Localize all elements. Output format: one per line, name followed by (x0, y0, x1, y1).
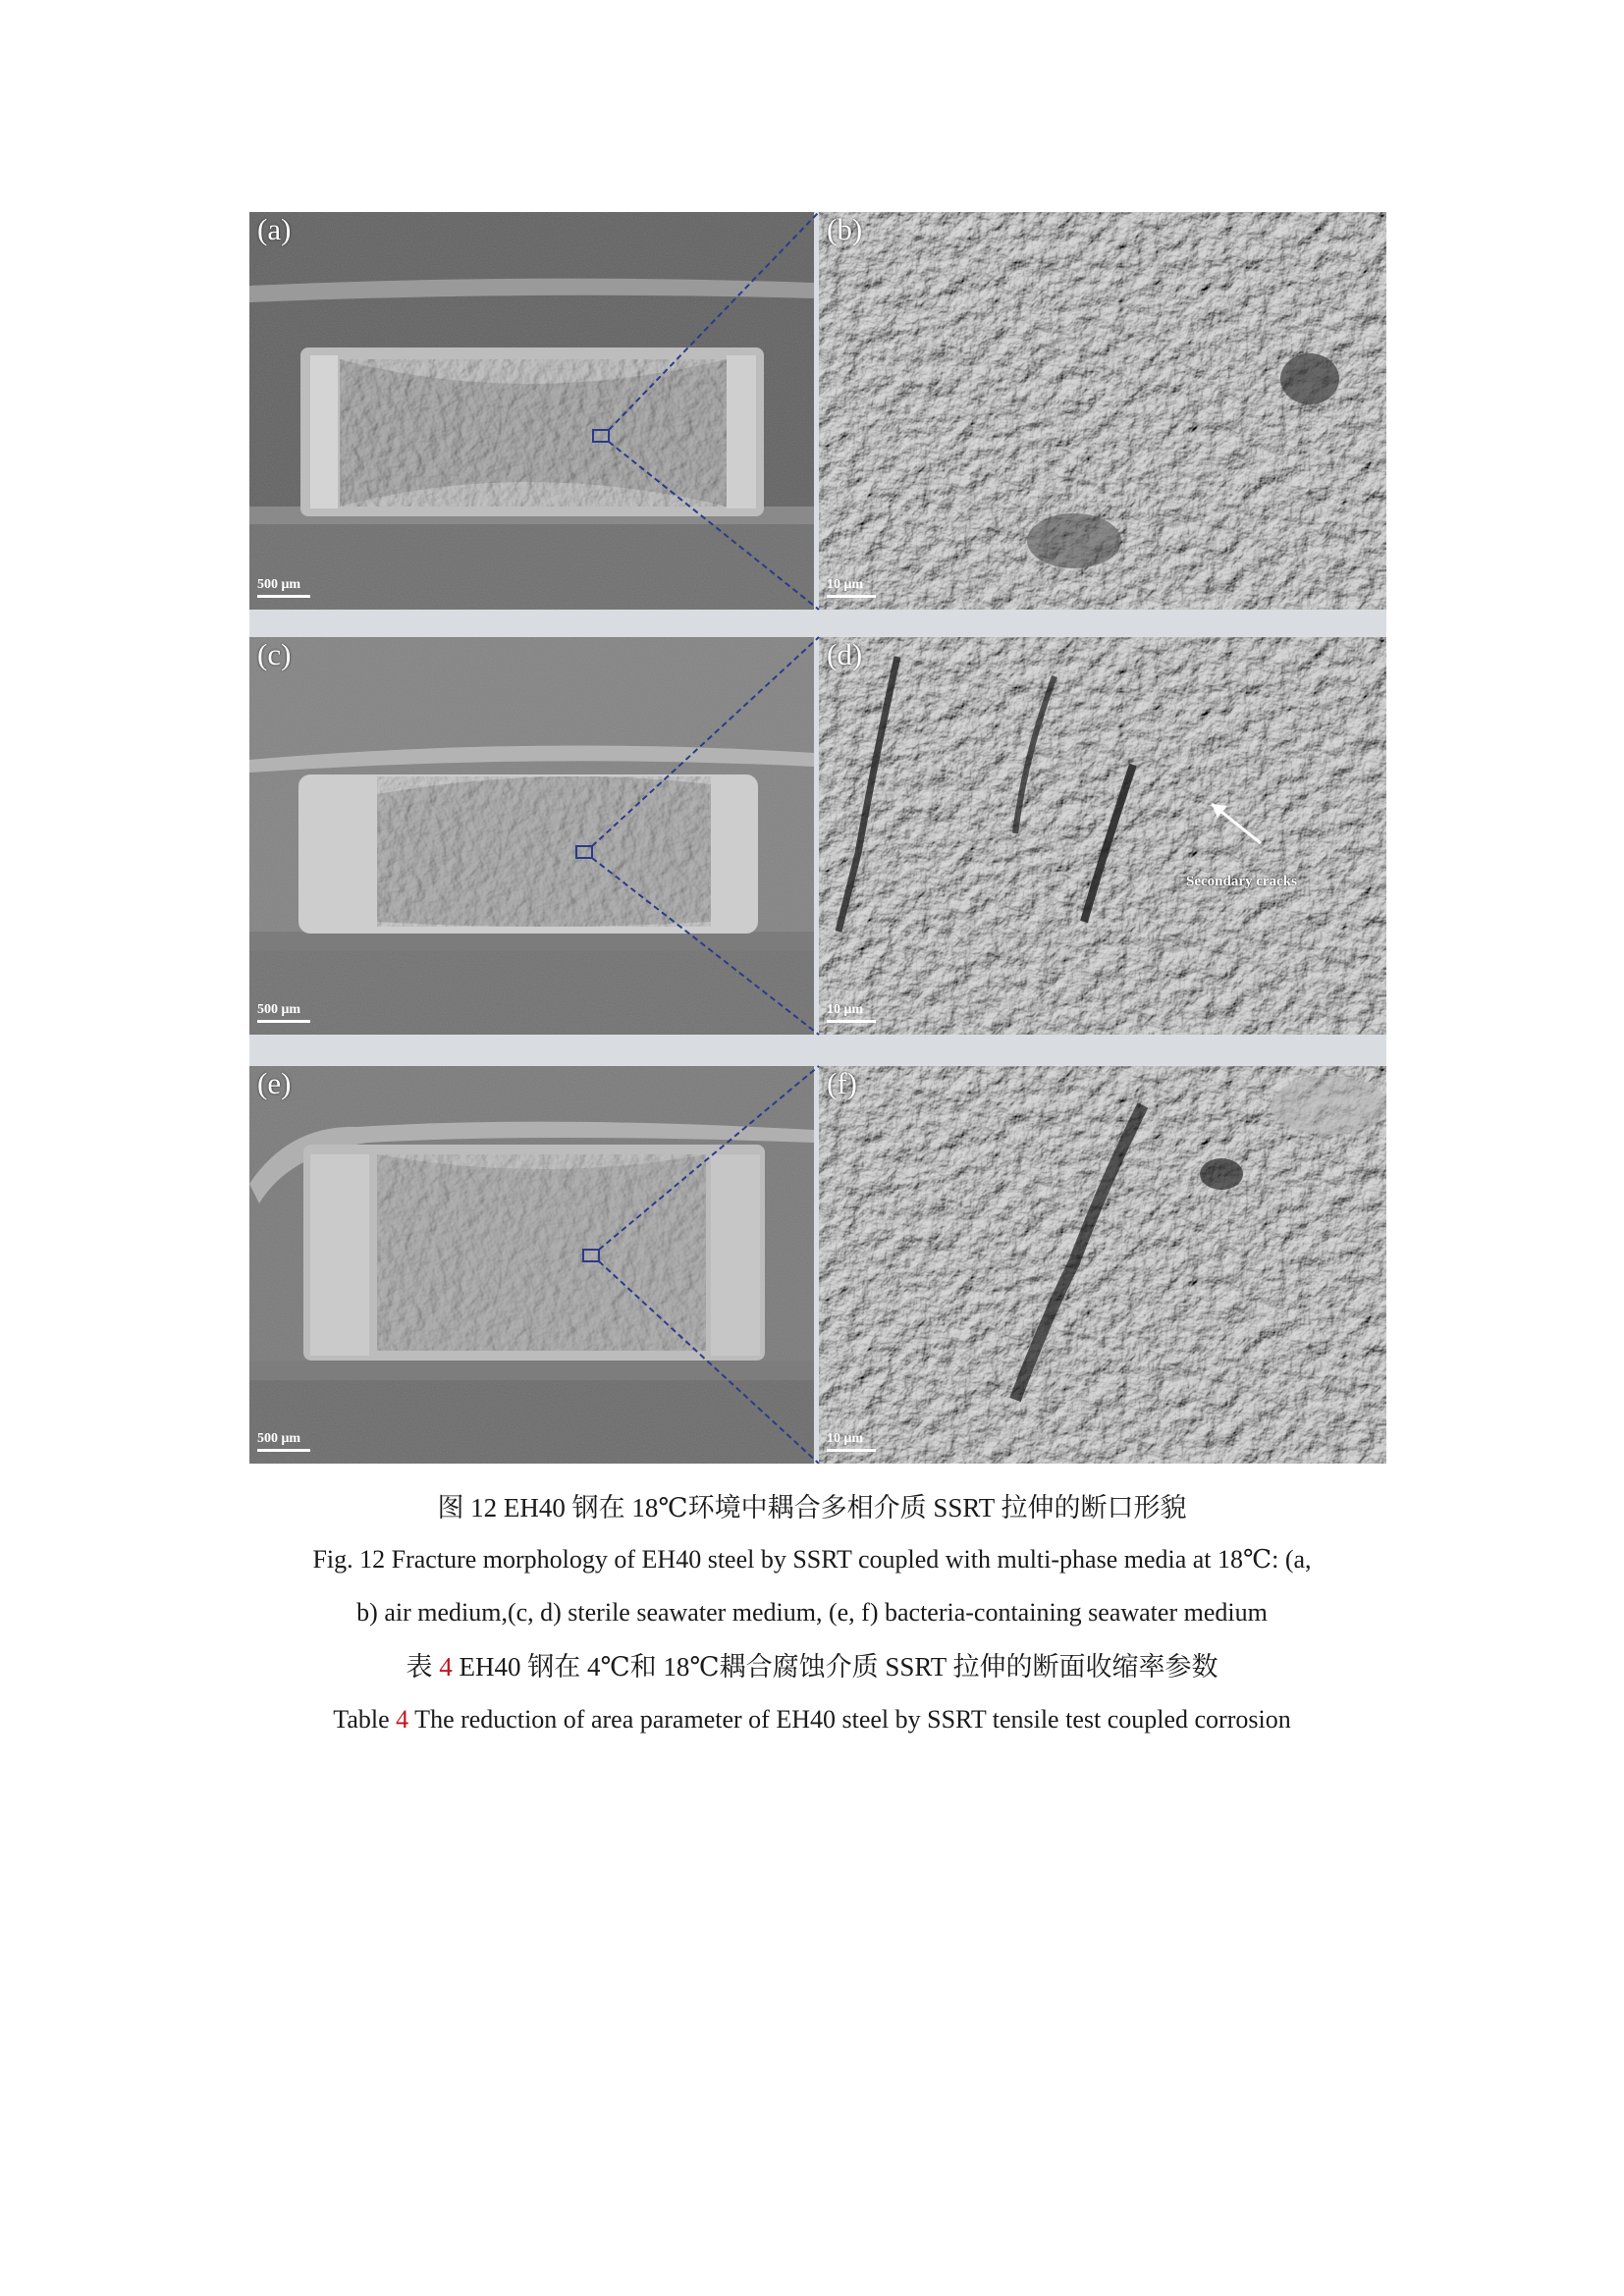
scale-bar-b (827, 577, 876, 598)
panel-d (819, 637, 1386, 1035)
table-caption-en-text: The reduction of area parameter of EH40 steel by SSRT tensile test coupled corrosion (408, 1705, 1291, 1734)
sem-figure (249, 212, 1386, 1464)
panel-d-image (819, 637, 1386, 1035)
table-caption-cn (177, 1649, 1447, 1684)
panel-label-c: (c) (257, 637, 292, 671)
secondary-cracks-label: Secondary cracks (1186, 874, 1297, 889)
scale-label-d: 10 μm (827, 1002, 864, 1017)
table-caption-cn-text: EH40 钢在 4℃和 18℃耦合腐蚀介质 SSRT 拉伸的断面收缩率参数 (452, 1652, 1218, 1682)
panel-label-d: (d) (827, 637, 863, 671)
panel-e (249, 1066, 814, 1464)
figure-caption-en-line1: Fig. 12 Fracture morphology of EH40 steel by SSRT coupled with multi-phase media at 18℃: (a, (312, 1545, 1312, 1574)
scale-line-b (827, 595, 876, 598)
scale-label-b: 10 μm (827, 577, 864, 592)
panel-c-image (249, 637, 814, 1035)
panel-b-image (819, 212, 1386, 610)
panel-label-e: (e) (257, 1066, 292, 1100)
table-caption-en-prefix: Table (333, 1705, 397, 1734)
scale-line-e (257, 1449, 310, 1452)
scale-label-c: 500 μm (257, 1002, 301, 1017)
scale-label-e: 500 μm (257, 1431, 301, 1446)
figure-caption-en-line2: b) air medium,(c, d) sterile seawater medium, (e, f) bacteria-containing seawater medium (356, 1598, 1268, 1627)
table-number-cn[interactable]: 4 (439, 1652, 453, 1682)
panel-e-image (249, 1066, 814, 1464)
panel-b (819, 212, 1386, 610)
scale-label-a: 500 μm (257, 577, 301, 592)
panel-a-image (249, 212, 814, 610)
scale-line-c (257, 1020, 310, 1023)
scale-bar-d (827, 1002, 876, 1023)
scale-line-d (827, 1020, 876, 1023)
scale-line-a (257, 595, 310, 598)
scale-bar-f (827, 1431, 876, 1452)
scale-bar-c (257, 1002, 310, 1023)
panel-a (249, 212, 814, 610)
scale-label-f: 10 μm (827, 1431, 864, 1446)
scale-bar-a (257, 577, 310, 598)
panel-c (249, 637, 814, 1035)
panel-f-image (819, 1066, 1386, 1464)
table-caption-en (177, 1702, 1447, 1737)
table-caption-cn-prefix: 表 (406, 1652, 440, 1682)
panel-label-f: (f) (827, 1066, 857, 1100)
scale-bar-e (257, 1431, 310, 1452)
panel-label-b: (b) (827, 212, 863, 246)
figure-caption-cn: 图 12 EH40 钢在 18℃环境中耦合多相介质 SSRT 拉伸的断口形貌 (437, 1493, 1187, 1522)
panel-f (819, 1066, 1386, 1464)
scale-line-f (827, 1449, 876, 1452)
table-number-en[interactable]: 4 (396, 1705, 409, 1734)
panel-label-a: (a) (257, 212, 292, 246)
